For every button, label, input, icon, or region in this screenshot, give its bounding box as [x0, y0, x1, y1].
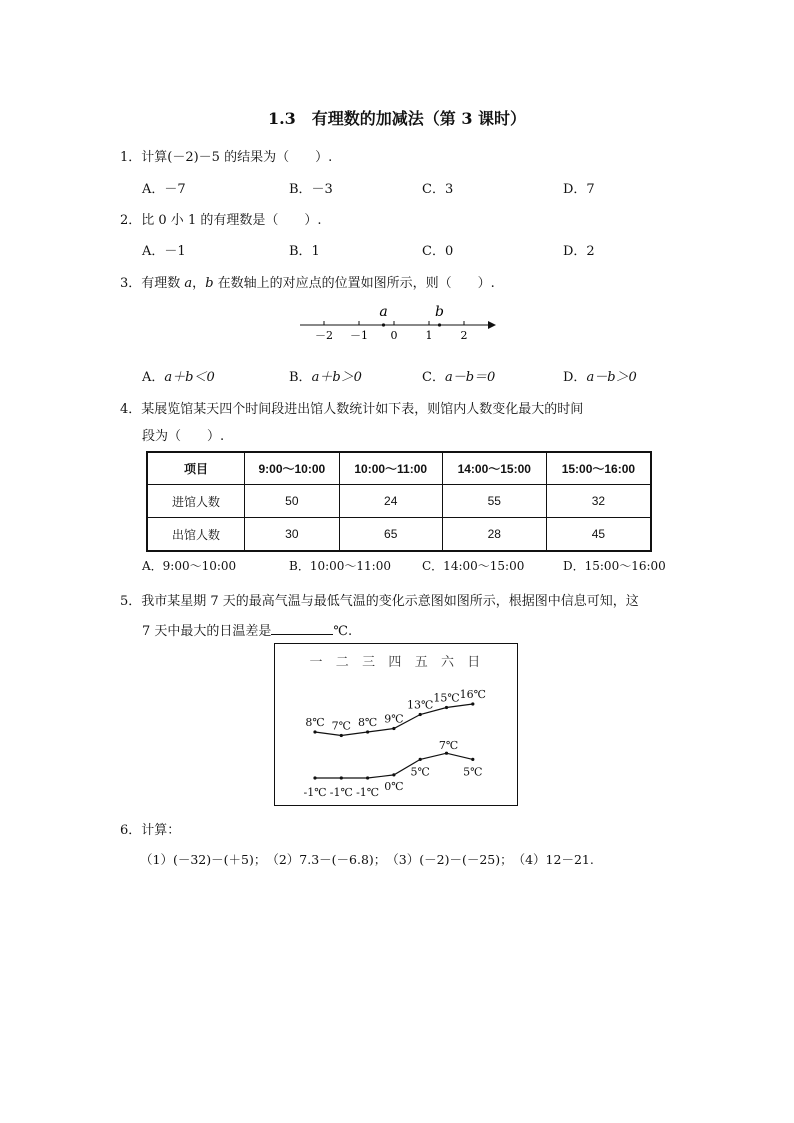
- point-b-marker: [438, 323, 441, 326]
- q2-option-c: C．0: [422, 244, 454, 259]
- data-label: -1℃: [356, 786, 380, 799]
- q4-option-c: C．14:00～15:00: [422, 559, 525, 573]
- q1-option-c: C．3: [422, 182, 454, 197]
- point-a-marker: [382, 323, 385, 326]
- data-point: [366, 730, 369, 733]
- data-point: [392, 727, 395, 730]
- table-header-cell: 14:00～15:00: [442, 452, 546, 485]
- q1-option-a: A．－7: [142, 182, 186, 197]
- q2-option-b: B．1: [289, 244, 320, 259]
- table-row: [147, 518, 651, 552]
- number-line-tick-label: 2: [460, 329, 468, 342]
- data-label: 8℃: [305, 716, 325, 729]
- number-line-arrow-icon: [488, 321, 496, 329]
- data-point: [340, 734, 343, 737]
- temperature-chart: [274, 643, 518, 806]
- table-header-row: [147, 452, 651, 485]
- data-point: [471, 702, 474, 705]
- question-6-parts: （1）(－32)－(＋5)； （2）7.3－(－6.8)； （3）(－2)－(－25)； （4）12－21.: [140, 852, 594, 867]
- point-b-label: b: [435, 304, 444, 320]
- number-line-tick-label: －1: [350, 329, 368, 342]
- q1-option-d: D．7: [563, 182, 595, 197]
- data-label: -1℃: [303, 786, 327, 799]
- table-header-cell: 15:00～16:00: [546, 452, 651, 485]
- data-label: 0℃: [384, 780, 404, 793]
- data-label: 7℃: [438, 739, 459, 753]
- point-a-label: a: [379, 304, 388, 320]
- data-point: [445, 706, 448, 709]
- data-point: [313, 730, 316, 733]
- data-point: [419, 713, 422, 716]
- number-line-tick-label: 1: [425, 329, 433, 342]
- data-label: 5℃: [463, 765, 483, 779]
- day-label: 日: [467, 655, 481, 670]
- q2-option-a: A．－1: [142, 244, 186, 259]
- table-cell: 45: [546, 518, 651, 552]
- table-cell: 65: [339, 518, 442, 552]
- table-header-cell: 9:00～10:00: [245, 452, 340, 485]
- number-line-tick-label: 0: [390, 329, 398, 342]
- table-cell: 24: [339, 485, 442, 518]
- q3-option-a: A．a＋b＜0: [142, 370, 215, 385]
- data-point: [340, 776, 343, 779]
- data-label: 7℃: [331, 719, 351, 733]
- question-3-stem: 3．有理数 a，b 在数轴上的对应点的位置如图所示，则（ ）.: [120, 276, 495, 291]
- data-label: 5℃: [410, 765, 430, 779]
- data-label: 15℃: [433, 691, 460, 705]
- day-label: 五: [414, 655, 428, 670]
- number-line: [290, 298, 500, 346]
- question-2-stem: 2．比 0 小 1 的有理数是（ ）.: [120, 213, 322, 228]
- table-header-cell: 10:00～11:00: [339, 452, 442, 485]
- data-point: [392, 773, 395, 776]
- question-6-stem: 6．计算：: [120, 823, 181, 838]
- day-label: 一: [309, 655, 323, 670]
- data-label: 9℃: [384, 712, 404, 726]
- q3-option-b: B．a＋b＞0: [289, 370, 362, 385]
- q1-option-b: B．－3: [289, 182, 333, 197]
- q3-option-c: C．a－b＝0: [422, 370, 496, 385]
- data-label: 16℃: [459, 688, 486, 701]
- data-label: 8℃: [357, 716, 378, 729]
- table-cell: 50: [245, 485, 340, 518]
- data-point: [419, 758, 422, 761]
- answer-blank: [271, 622, 333, 635]
- data-point: [366, 776, 369, 779]
- data-point: [471, 758, 474, 761]
- data-label: -1℃: [329, 786, 353, 799]
- table-row-label: 进馆人数: [147, 485, 245, 518]
- table-cell: 30: [245, 518, 340, 552]
- table-cell: 28: [442, 518, 546, 552]
- day-label: 四: [388, 655, 402, 670]
- table-header-cell: 项目: [147, 452, 245, 485]
- question-4-stem-line-1: 4．某展览馆某天四个时间段进出馆人数统计如下表，则馆内人数变化最大的时间: [120, 402, 584, 417]
- table-row: [147, 485, 651, 518]
- q4-option-a: A．9:00～10:00: [142, 559, 237, 573]
- data-point: [313, 776, 316, 779]
- q4-option-b: B．10:00～11:00: [289, 559, 391, 573]
- page-title: 1.3 有理数的加减法（第 3 课时）: [267, 109, 527, 128]
- data-label: 13℃: [407, 698, 434, 712]
- visitor-table: [146, 451, 652, 552]
- question-4-stem-line-2: 段为（ ）.: [142, 429, 225, 444]
- q4-option-d: D．15:00～16:00: [563, 559, 666, 573]
- number-line-tick-label: －2: [315, 329, 333, 342]
- day-label: 六: [440, 655, 455, 670]
- q2-option-d: D．2: [563, 244, 595, 259]
- question-1-stem: 1．计算(－2)－5 的结果为（ ）.: [120, 150, 333, 165]
- day-label: 二: [335, 655, 349, 670]
- q3-option-d: D．a－b＞0: [563, 370, 637, 385]
- question-5-stem-line-2: 7 天中最大的日温差是 ℃.: [142, 624, 353, 639]
- table-cell: 32: [546, 485, 651, 518]
- table-row-label: 出馆人数: [147, 518, 245, 552]
- question-5-stem-line-1: 5．我市某星期 7 天的最高气温与最低气温的变化示意图如图所示，根据图中信息可知，这: [120, 594, 639, 609]
- table-cell: 55: [442, 485, 546, 518]
- day-label: 三: [362, 655, 376, 670]
